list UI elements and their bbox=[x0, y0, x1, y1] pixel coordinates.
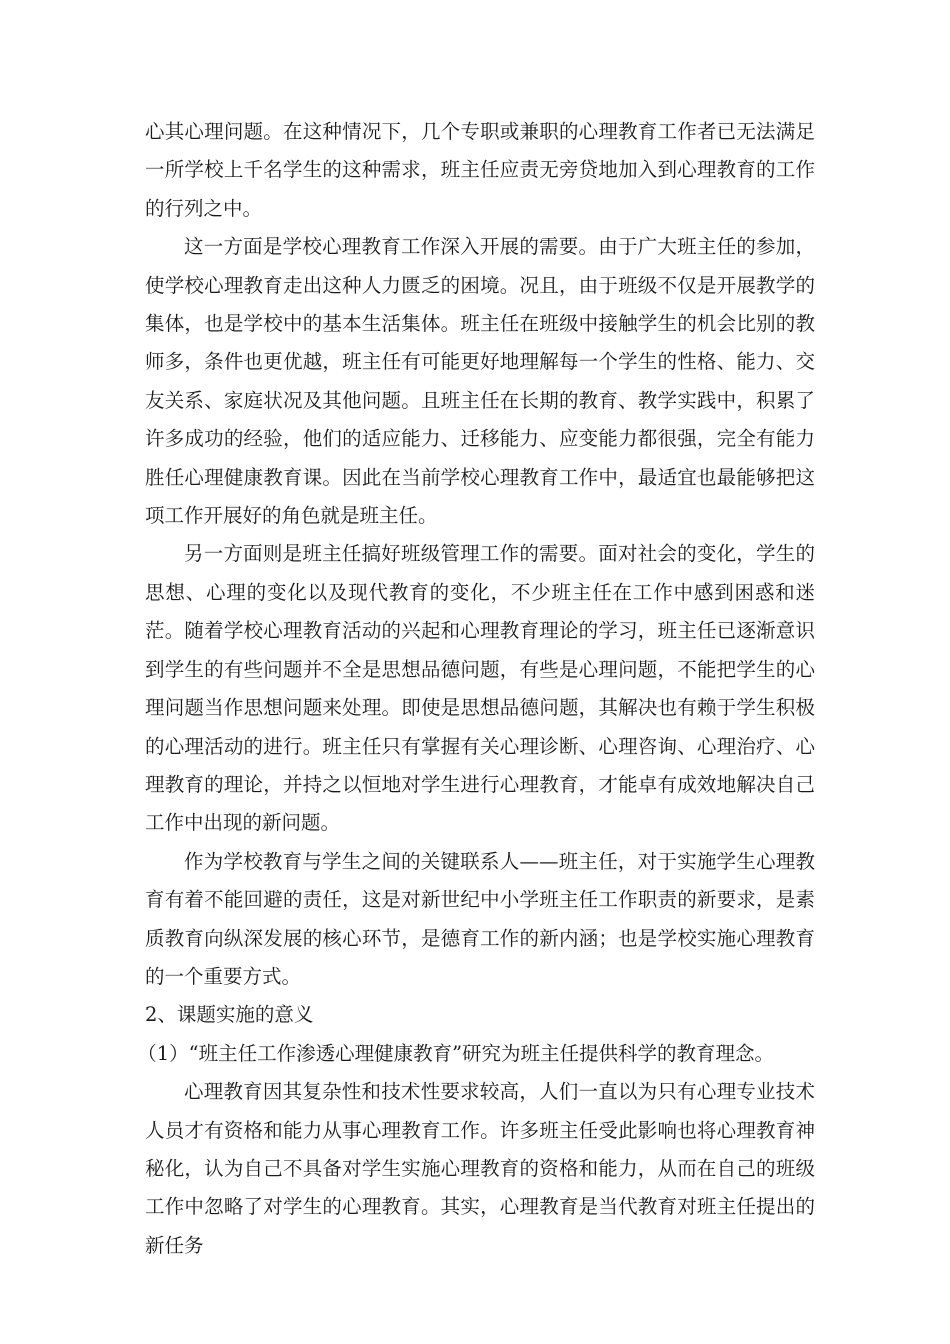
paragraph-key-contact: 作为学校教育与学生之间的关键联系人——班主任，对于实施学生心理教育有着不能回避的责任，这是对新世纪中小学班主任工作职责的新要求，是素质教育向纵深发展的核心环节，是德育工作的新内涵；也是学校实施心理教育的一个重要方式。 bbox=[145, 849, 815, 988]
paragraph-school-need: 这一方面是学校心理教育工作深入开展的需要。由于广大班主任的参加，使学校心理教育走出这种人力匮乏的困境。况且，由于班级不仅是开展教学的集体，也是学校中的基本生活集体。班主任在班级中接触学生的机会比别的教师多，条件也更优越，班主任有可能更好地理解每一个学生的性格、能力、交友关系、家庭状况及其他问题。且班主任在长期的教育、教学实践中，积累了许多成功的经验，他们的适应能力、迁移能力、应变能力都很强，完全有能力胜任心理健康教育课。因此在当前学校心理教育工作中，最适宜也最能够把这项工作开展好的角色就是班主任。 bbox=[145, 235, 815, 528]
paragraph-class-management: 另一方面则是班主任搞好班级管理工作的需要。面对社会的变化，学生的思想、心理的变化以及现代教育的变化，不少班主任在工作中感到困惑和迷茫。随着学校心理教育活动的兴起和心理教育理论的学习，班主任已逐渐意识到学生的有些问题并不全是思想品德问题，有些是心理问题，不能把学生的心理问题当作思想问题来处理。即使是思想品德问题，其解决也有赖于学生积极的心理活动的进行。班主任只有掌握有关心理诊断、心理咨询、心理治疗、心理教育的理论，并持之以恒地对学生进行心理教育，才能卓有成效地解决自己工作中出现的新问题。 bbox=[145, 542, 815, 835]
paragraph-continuation: 心其心理问题。在这种情况下，几个专职或兼职的心理教育工作者已无法满足一所学校上千名学生的这种需求，班主任应责无旁贷地加入到心理教育的工作的行列之中。 bbox=[145, 120, 815, 220]
subsection-heading: （1）“班主任工作渗透心理健康教育”研究为班主任提供科学的教育理念。 bbox=[137, 1041, 775, 1065]
paragraph-education-concept: 心理教育因其复杂性和技术性要求较高，人们一直以为只有心理专业技术人员才有资格和能力从事心理教育工作。许多班主任受此影响也将心理教育神秘化，认为自己不具备对学生实施心理教育的资格和能力，从而在自己的班级工作中忽略了对学生的心理教育。其实，心理教育是当代教育对班主任提出的新任务 bbox=[145, 1080, 815, 1257]
document-body bbox=[137, 113, 815, 1265]
section-heading: 2、课题实施的意义 bbox=[145, 1003, 314, 1027]
